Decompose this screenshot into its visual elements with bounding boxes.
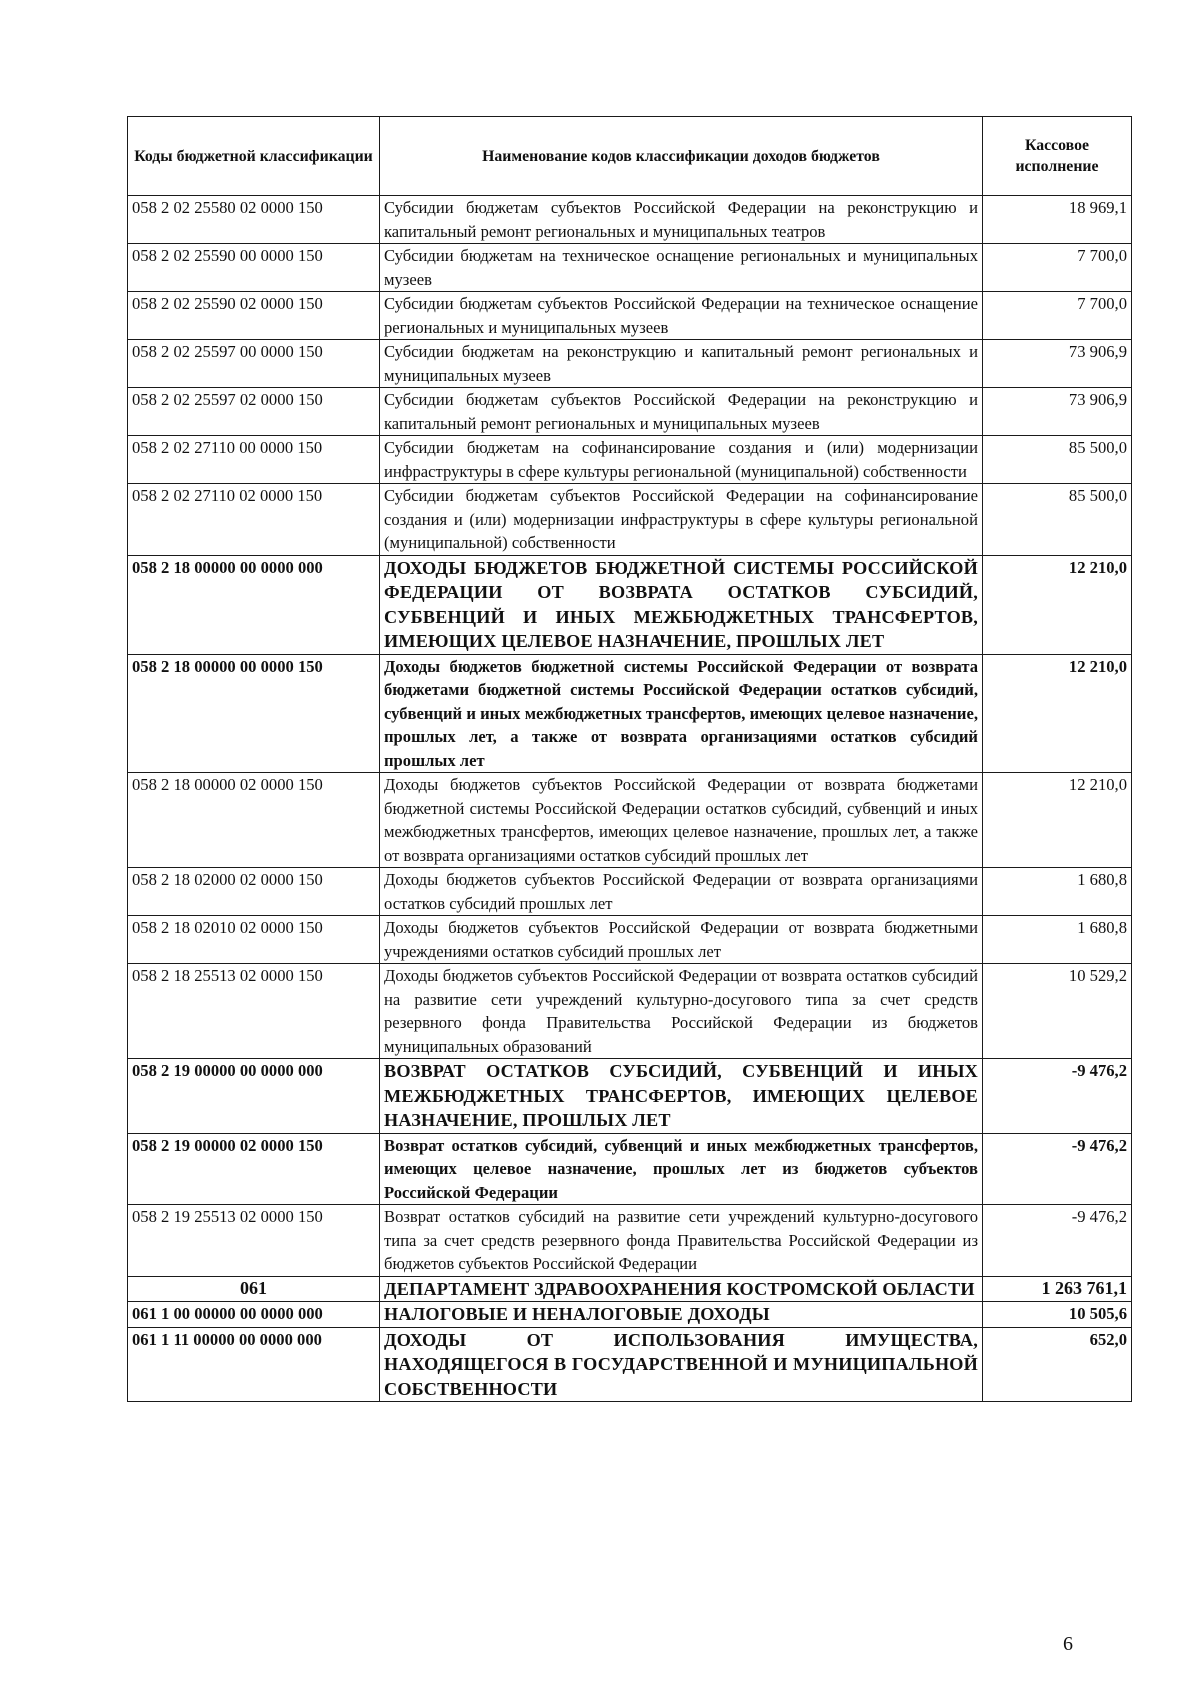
header-row [128,117,1132,196]
row-code: 058 2 19 00000 00 0000 000 [128,1059,380,1134]
row-amount: 85 500,0 [983,436,1132,484]
row-name: Доходы бюджетов субъектов Российской Федерации от возврата бюджетными учреждениями остатков субсидий прошлых лет [380,916,983,964]
row-name: ДОХОДЫ ОТ ИСПОЛЬЗОВАНИЯ ИМУЩЕСТВА, НАХОДЯЩЕГОСЯ В ГОСУДАРСТВЕННОЙ И МУНИЦИПАЛЬНОЙ СОБСТВЕННОСТИ [380,1327,983,1402]
row-name: Доходы бюджетов субъектов Российской Федерации от возврата бюджетами бюджетной системы Российской Федерации остатков субсидий, субвенций и иных межбюджетных трансфертов, имеющих целевое назначение, прошлых лет, а также от возврата организациями остатков субсидий прошлых лет [380,773,983,868]
row-code: 058 2 02 27110 02 0000 150 [128,484,380,556]
row-name: ДЕПАРТАМЕНТ ЗДРАВООХРАНЕНИЯ КОСТРОМСКОЙ ОБЛАСТИ [380,1276,983,1302]
row-amount: 73 906,9 [983,388,1132,436]
table-row [128,964,1132,1059]
row-code: 061 1 00 00000 00 0000 000 [128,1302,380,1328]
row-amount: 7 700,0 [983,244,1132,292]
table-row [128,1205,1132,1277]
row-name: Доходы бюджетов бюджетной системы Российской Федерации от возврата бюджетами бюджетной системы Российской Федерации остатков субсидий, субвенций и иных межбюджетных трансфертов, имеющих целевое назначение, прошлых лет, а также от возврата организациями остатков субсидий прошлых лет [380,654,983,773]
row-amount: 10 505,6 [983,1302,1132,1328]
table-row [128,773,1132,868]
header-amount: Кассовое исполнение [983,117,1132,196]
table-row [128,654,1132,773]
row-amount: -9 476,2 [983,1133,1132,1205]
row-name: ДОХОДЫ БЮДЖЕТОВ БЮДЖЕТНОЙ СИСТЕМЫ РОССИЙСКОЙ ФЕДЕРАЦИИ ОТ ВОЗВРАТА ОСТАТКОВ СУБСИДИЙ, СУБВЕНЦИЙ И ИНЫХ МЕЖБЮДЖЕТНЫХ ТРАНСФЕРТОВ, ИМЕЮЩИХ ЦЕЛЕВОЕ НАЗНАЧЕНИЕ, ПРОШЛЫХ ЛЕТ [380,555,983,654]
table-header [128,117,1132,196]
row-code: 058 2 02 25580 02 0000 150 [128,196,380,244]
table-row [128,1327,1132,1402]
table-row [128,436,1132,484]
table-row [128,388,1132,436]
table-row [128,196,1132,244]
revenue-table [127,116,1132,1402]
row-code: 058 2 18 00000 00 0000 000 [128,555,380,654]
table-row [128,340,1132,388]
row-name: Субсидии бюджетам на реконструкцию и капитальный ремонт региональных и муниципальных музеев [380,340,983,388]
row-amount: 85 500,0 [983,484,1132,556]
row-name: Доходы бюджетов субъектов Российской Федерации от возврата организациями остатков субсидий прошлых лет [380,868,983,916]
table-row [128,916,1132,964]
row-name: Субсидии бюджетам субъектов Российской Федерации на реконструкцию и капитальный ремонт региональных и муниципальных музеев [380,388,983,436]
header-name: Наименование кодов классификации доходов бюджетов [380,117,983,196]
row-code: 061 [128,1276,380,1302]
row-code: 058 2 19 00000 02 0000 150 [128,1133,380,1205]
row-amount: 7 700,0 [983,292,1132,340]
row-code: 058 2 02 27110 00 0000 150 [128,436,380,484]
row-code: 058 2 02 25597 00 0000 150 [128,340,380,388]
row-code: 058 2 02 25590 02 0000 150 [128,292,380,340]
row-name: Возврат остатков субсидий на развитие сети учреждений культурно-досугового типа за счет средств резервного фонда Правительства Российской Федерации из бюджетов субъектов Российской Федерации [380,1205,983,1277]
row-amount: 1 680,8 [983,916,1132,964]
table-row [128,244,1132,292]
row-name: ВОЗВРАТ ОСТАТКОВ СУБСИДИЙ, СУБВЕНЦИЙ И ИНЫХ МЕЖБЮДЖЕТНЫХ ТРАНСФЕРТОВ, ИМЕЮЩИХ ЦЕЛЕВОЕ НАЗНАЧЕНИЕ, ПРОШЛЫХ ЛЕТ [380,1059,983,1134]
row-code: 058 2 18 02000 02 0000 150 [128,868,380,916]
row-name: Субсидии бюджетам на софинансирование создания и (или) модернизации инфраструктуры в сфере культуры региональной (муниципальной) собственности [380,436,983,484]
row-code: 058 2 19 25513 02 0000 150 [128,1205,380,1277]
row-amount: 12 210,0 [983,555,1132,654]
row-code: 058 2 18 02010 02 0000 150 [128,916,380,964]
row-amount: 10 529,2 [983,964,1132,1059]
row-amount: 1 263 761,1 [983,1276,1132,1302]
row-name: НАЛОГОВЫЕ И НЕНАЛОГОВЫЕ ДОХОДЫ [380,1302,983,1328]
row-name: Субсидии бюджетам субъектов Российской Федерации на реконструкцию и капитальный ремонт региональных и муниципальных театров [380,196,983,244]
row-name: Доходы бюджетов субъектов Российской Федерации от возврата остатков субсидий на развитие сети учреждений культурно-досугового типа за счет средств резервного фонда Правительства Российской Федерации из бюджетов муниципальных образований [380,964,983,1059]
table-row [128,555,1132,654]
table-body [128,196,1132,1402]
row-amount: 12 210,0 [983,654,1132,773]
row-amount: 18 969,1 [983,196,1132,244]
row-code: 058 2 18 00000 02 0000 150 [128,773,380,868]
row-amount: -9 476,2 [983,1205,1132,1277]
table-row [128,484,1132,556]
row-code: 058 2 02 25597 02 0000 150 [128,388,380,436]
row-name: Субсидии бюджетам на техническое оснащение региональных и муниципальных музеев [380,244,983,292]
row-amount: 1 680,8 [983,868,1132,916]
row-name: Субсидии бюджетам субъектов Российской Федерации на техническое оснащение региональных и муниципальных музеев [380,292,983,340]
row-name: Возврат остатков субсидий, субвенций и иных межбюджетных трансфертов, имеющих целевое назначение, прошлых лет из бюджетов субъектов Российской Федерации [380,1133,983,1205]
row-name: Субсидии бюджетам субъектов Российской Федерации на софинансирование создания и (или) модернизации инфраструктуры в сфере культуры региональной (муниципальной) собственности [380,484,983,556]
row-amount: 73 906,9 [983,340,1132,388]
table-row [128,1133,1132,1205]
header-code: Коды бюджетной классификации [128,117,380,196]
row-amount: 12 210,0 [983,773,1132,868]
row-code: 061 1 11 00000 00 0000 000 [128,1327,380,1402]
row-amount: 652,0 [983,1327,1132,1402]
table-row [128,1302,1132,1328]
row-amount: -9 476,2 [983,1059,1132,1134]
page-number: 6 [1063,1633,1073,1655]
table-row [128,1276,1132,1302]
table-row [128,868,1132,916]
table-row [128,292,1132,340]
row-code: 058 2 18 25513 02 0000 150 [128,964,380,1059]
row-code: 058 2 02 25590 00 0000 150 [128,244,380,292]
row-code: 058 2 18 00000 00 0000 150 [128,654,380,773]
table-row [128,1059,1132,1134]
